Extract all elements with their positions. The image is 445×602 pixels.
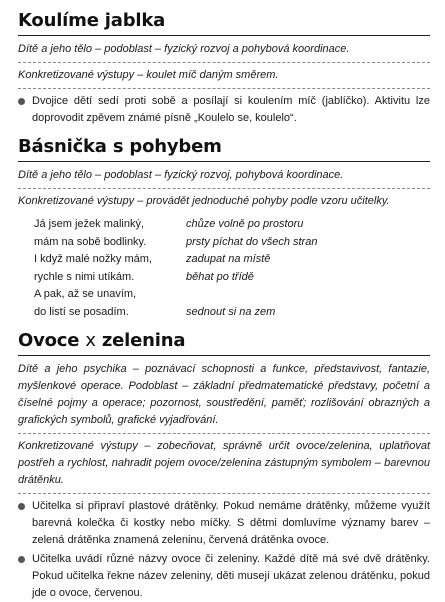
dashed-divider <box>18 493 430 494</box>
section-basnicka <box>18 136 430 321</box>
list-item-text: Dvojice dětí sedí proti sobě a posílají si koulením míč (jablíčko). Aktivitu lze doprovodit zpěvem známé písně „Koulelo se, koulelo“. <box>32 95 430 124</box>
area-text: Dítě a jeho psychika – poznávací schopnosti a funkce, představivost, fantazie, myšlenkové operace. Podoblast – základní předmatematické představy, početní a číselné pojmy a operace; pozornost, soustředění, paměť; rozlišování obrazných a grafických symbolů, grafické vyjadřování. <box>18 363 430 426</box>
poem-verse: A pak, až se unavím, <box>34 288 137 300</box>
title-part: zelenina <box>101 330 186 351</box>
poem-block <box>18 216 430 321</box>
outputs-text: Konkretizované výstupy – zobecňovat, správně určit ovoce/zelenina, uplatňovat postřeh a rychlost, nahradit pojem ovoce/zelenina zástupným symbolem – barevnou drátěnku. <box>18 440 430 486</box>
bullet-icon <box>18 503 25 510</box>
title-rule <box>18 161 430 162</box>
title-rule <box>18 35 430 36</box>
poem-verse: Já jsem ježek malinký, <box>34 218 145 230</box>
area-text: Dítě a jeho tělo – podoblast – fyzický rozvoj, pohybová koordinace. <box>18 169 344 181</box>
section-koulime <box>18 10 430 127</box>
bullet-icon <box>18 98 25 105</box>
poem-action: sednout si na zem <box>186 305 276 318</box>
list-item-text: Učitelka si připraví plastové drátěnky. Pokud nemáme drátěnky, můžeme využít barevná kolečka či kostky nebo míčky. S dětmi domluvíme významy barev – zelená drátěnka znamená zeleninu, červená drátěnka ovoce. <box>32 500 430 546</box>
dashed-divider <box>18 188 430 189</box>
poem-row <box>18 251 430 269</box>
outputs-text: Konkretizované výstupy – provádět jednoduché pohyby podle vzoru učitelky. <box>18 195 390 207</box>
dashed-divider <box>18 62 430 63</box>
poem-verse: do listí se posadím. <box>34 305 129 318</box>
poem-row <box>18 234 430 252</box>
poem-action: chůze volně po prostoru <box>186 218 304 230</box>
outputs-text: Konkretizované výstupy – koulet míč daným směrem. <box>18 69 279 81</box>
poem-row <box>18 304 430 322</box>
title-part: Ovoce <box>18 330 80 351</box>
poem-row <box>18 269 430 287</box>
section-title: Básnička s pohybem <box>18 136 222 157</box>
poem-row <box>18 216 430 234</box>
list-item <box>18 93 430 127</box>
poem-action: prsty píchat do všech stran <box>186 235 318 248</box>
dashed-divider <box>18 88 430 89</box>
poem-action: zadupat na místě <box>186 253 271 265</box>
title-rule <box>18 355 430 356</box>
poem-verse: I když malé nožky mám, <box>34 253 152 265</box>
section-title: Koulíme jablka <box>18 10 166 31</box>
dashed-divider <box>18 433 430 434</box>
poem-row <box>18 286 430 304</box>
list-item <box>18 498 430 549</box>
poem-verse: rychle s nimi utíkám. <box>34 270 135 283</box>
poem-action: běhat po třídě <box>186 270 254 283</box>
bullet-icon <box>18 556 25 563</box>
list-item <box>18 551 430 602</box>
section-ovoce <box>18 330 430 602</box>
area-text: Dítě a jeho tělo – podoblast – fyzický rozvoj a pohybová koordinace. <box>18 43 350 55</box>
list-item-text: Učitelka uvádí různé názvy ovoce či zeleniny. Každé dítě má své dvě drátěnky. Pokud učitelka řekne název zeleniny, děti musejí ukázat zelenou drátěnku, pokud jde o ovoce, červenou. <box>32 553 430 599</box>
poem-verse: mám na sobě bodlinky. <box>34 235 147 248</box>
section-title <box>18 330 430 352</box>
title-separator: x <box>85 330 96 351</box>
